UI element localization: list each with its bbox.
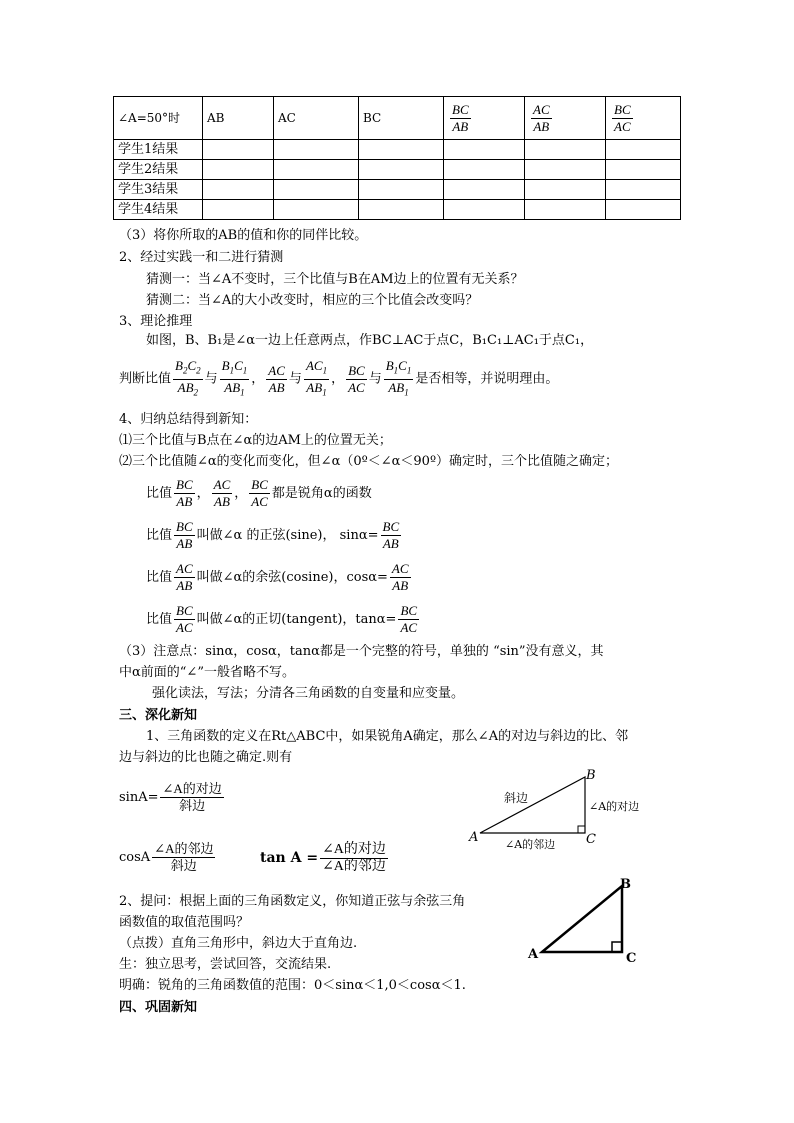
table-row: 学生2结果: [114, 160, 681, 180]
section-deepen-title: 三、深化新知: [119, 708, 198, 723]
table-row: 学生1结果: [114, 140, 681, 160]
table-row: 学生3结果: [114, 180, 681, 200]
compare-note: （3）将你所取的AB的值和你的同伴比较。: [119, 228, 368, 243]
vertex-c-label: C: [626, 951, 637, 966]
definition-tangent: 比值 $\frac{BC}{AC}$ 叫做∠α的正切(tangent)，tanα= $\frac{BC}{AC}$: [146, 603, 418, 635]
results-table: [113, 96, 681, 220]
vertex-c-label: C: [586, 832, 596, 847]
guess-2: 猜测二：当∠A的大小改变时，相应的三个比值会改变吗？: [146, 293, 479, 308]
header-angle: ∠A=50°时: [114, 97, 203, 140]
definition-functions: 比值 $\frac{BC}{AB}$ ， $\frac{AC}{AB}$ ， $\frac{BC}{AC}$ 都是锐角α的函数: [146, 477, 372, 509]
hypotenuse-label: 斜边: [504, 791, 529, 805]
question-line-1: 2、提问：根据上面的三角函数定义，你知道正弦与余弦三角: [119, 894, 466, 909]
definition-sine: 比值 $\frac{BC}{AB}$ 叫做∠α 的正弦(sine)， sinα= $\frac{BC}{AB}$: [146, 519, 400, 551]
header-bc-ab: $\frac{BC}{AB}$: [444, 97, 525, 140]
question-line-4: 生：独立思考，尝试回答，交流结果.: [119, 957, 332, 972]
header-bc-ac: $\frac{BC}{AC}$: [606, 97, 681, 140]
triangle-diagram-2: [522, 872, 642, 968]
cos-formula: cosA $\frac{\text{∠A的邻边}}{\text{斜边}}$: [119, 841, 214, 873]
tan-formula: tan A = $\frac{\text{∠A的对边}}{\text{∠A的邻边}}$: [260, 841, 386, 874]
table-header-row: [114, 97, 681, 140]
definition-cosine: 比值 $\frac{AC}{AB}$ 叫做∠α的余弦(cosine)，cosα= $\frac{AC}{AB}$: [146, 561, 409, 593]
section-4-title: 4、归纳总结得到新知：: [119, 412, 258, 427]
reasoning-line-1: 如图，B、B₁是∠α一边上任意两点，作BC⊥AC于点C，B₁C₁⊥AC₁于点C₁，: [146, 333, 594, 348]
note-line-2: 中α前面的“∠”一般省略不写。: [119, 665, 295, 680]
question-line-2: 函数值的取值范围吗？: [119, 915, 250, 930]
guess-1: 猜测一：当∠A不变时，三个比值与B在AM边上的位置有无关系？: [146, 272, 524, 287]
vertex-b-label: B: [620, 877, 631, 892]
question-line-3: （点拨）直角三角形中，斜边大于直角边.: [119, 936, 358, 951]
opposite-label: ∠A的对边: [589, 800, 640, 813]
section-2-title: 2、经过实践一和二进行猜测: [119, 250, 284, 265]
sin-formula: sinA= $\frac{\text{∠A的对边}}{\text{斜边}}$: [119, 781, 222, 813]
vertex-a-label: A: [469, 830, 479, 845]
note-line-1: （3）注意点：sinα，cosα，tanα都是一个完整的符号，单独的 “sin”没有意义，其: [119, 644, 604, 659]
header-ac-ab: $\frac{AC}{AB}$: [525, 97, 606, 140]
vertex-a-label: A: [528, 947, 539, 962]
section-3-title: 3、理论推理: [119, 314, 193, 329]
header-bc: BC: [359, 97, 444, 140]
deepen-line-1: 1、三角函数的定义在Rt△ABC中，如果锐角A确定，那么∠A的对边与斜边的比、邻: [146, 729, 629, 744]
question-line-5: 明确：锐角的三角函数值的范围：0＜sinα＜1,0＜cosα＜1.: [119, 978, 466, 993]
vertex-b-label: B: [586, 768, 596, 783]
conclusion-2: ⑵三个比值随∠α的变化而变化，但∠α（0º＜∠α＜90º）确定时，三个比值随之确定；: [119, 454, 619, 469]
header-ab: AB: [203, 97, 274, 140]
adjacent-label: ∠A的邻边: [505, 838, 556, 851]
note-line-3: 强化读法，写法；分清各三角函数的自变量和应变量。: [152, 686, 465, 701]
deepen-line-2: 边与斜边的比也随之确定.则有: [119, 750, 293, 765]
conclusion-1: ⑴三个比值与B点在∠α的边AM上的位置无关；: [119, 433, 392, 448]
triangle-diagram-1: [465, 765, 680, 855]
reasoning-line-2: 判断比值 $\frac{B_2C_2}{AB_2}$ 与 $\frac{B_1C_1}{AB_1}$ ， $\frac{AC}{AB}$ 与 $\frac{AC_1}{AB_1}$ ， $\frac{BC}{AC}$ 与 $\frac{B_1C_1}{AB_1}$ 是否相等，并说明理由。: [119, 358, 559, 398]
table-row: 学生4结果: [114, 200, 681, 220]
header-ac: AC: [274, 97, 359, 140]
section-consolidate-title: 四、巩固新知: [119, 1000, 198, 1015]
